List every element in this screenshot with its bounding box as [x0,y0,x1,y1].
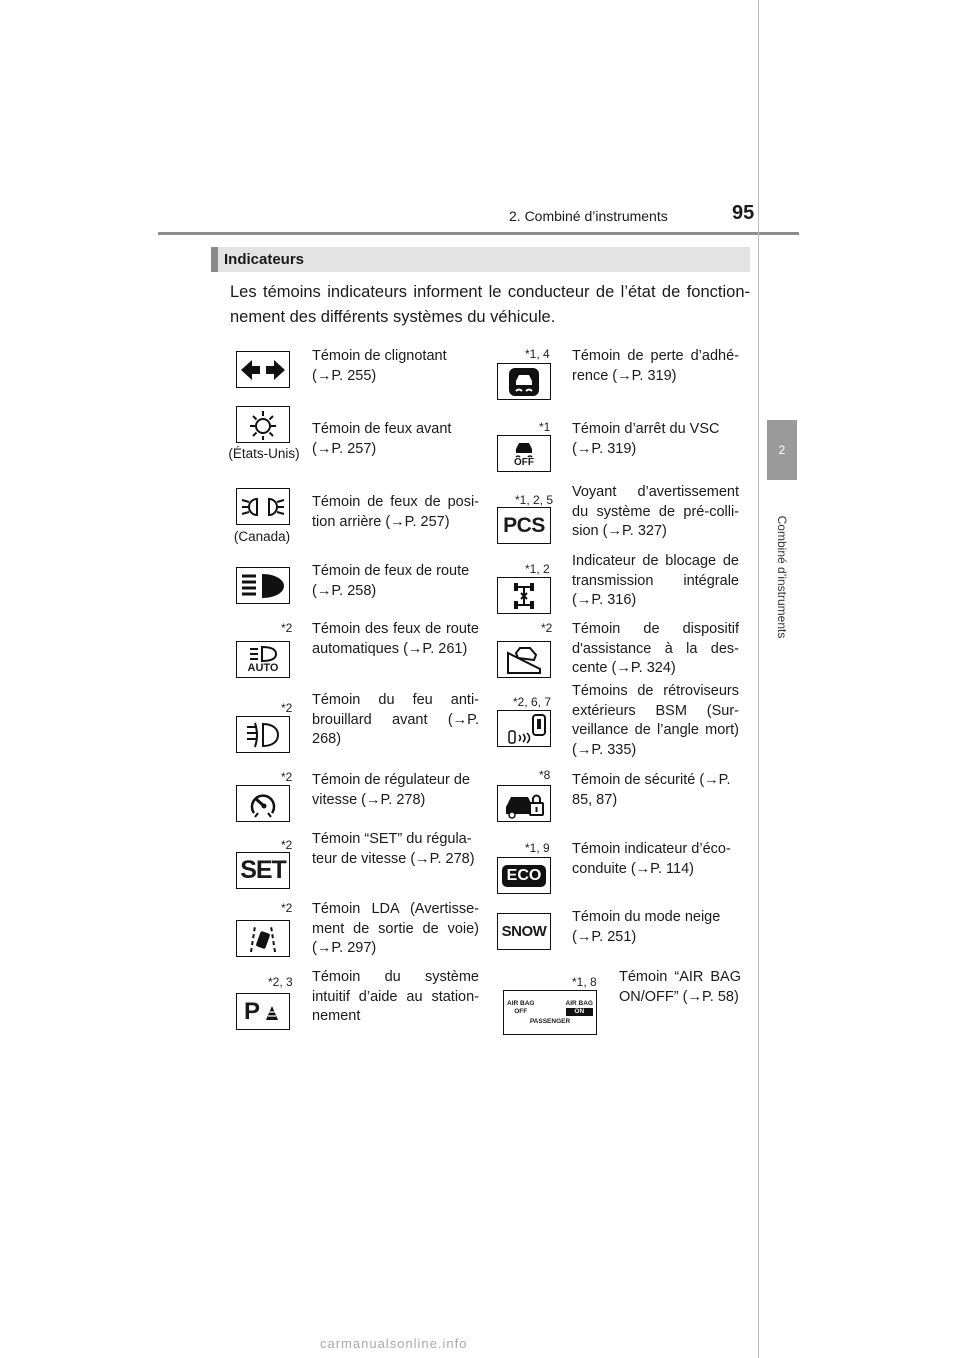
footnote-mark: *2 [281,838,293,852]
footnote-mark: *1, 4 [525,347,550,361]
footnote-mark: *1, 8 [572,975,597,989]
snow-label: SNOW [501,923,547,940]
footnote-mark: *2 [281,621,293,635]
cruise-control-icon [236,785,290,822]
desc-cruise-control: Témoin de régulateur de vitesse (→P. 278) [312,772,470,808]
region-note-canada: (Canada) [233,529,291,544]
set-label: SET [240,856,286,884]
footnote-mark: *1, 2, 5 [515,493,554,507]
footnote-mark: *1, 2 [525,562,550,576]
desc-vsc-off: Témoin d’arrêt du VSC (→P. 319) [572,421,720,457]
desc-tail-light: Témoin de feux de posi-tion arrière (→P. 257) [312,494,479,530]
footnote-mark: *8 [539,768,551,782]
footnote-mark: *1 [539,420,551,434]
cruise-set-icon [236,852,290,889]
desc-lda: Témoin LDA (Avertisse-ment de sortie de voie) (→P. 297) [312,901,479,956]
bsm-mirror-icon [497,710,551,747]
vsc-off-icon [497,435,551,472]
section-title: Indicateurs [224,251,305,268]
airbag-on-off-icon [503,990,597,1035]
page-number: 95 [732,202,755,224]
desc-headlight: Témoin de feux avant (→P. 257) [312,421,452,457]
desc-downhill-assist: Témoin de dispositif d'assistance à la des-cente (→P. 324) [572,621,739,676]
header-rule [158,232,799,235]
parking-p-label: P [243,997,260,1025]
desc-eco-driving: Témoin indicateur d’éco-conduite (→P. 114) [572,841,731,877]
footnote-mark: *2 [281,901,293,915]
running-header-section: 2. Combiné d’instruments [509,208,668,224]
desc-pcs-warning: Voyant d’avertissement du système de pré-colli-sion (→P. 327) [572,484,739,539]
eco-label: ECO [502,865,547,887]
footnote-mark: *2 [541,621,553,635]
footnote-mark: *2 [281,770,293,784]
chapter-tab: 2 [767,420,797,480]
desc-slip-indicator: Témoin de perte d’adhé-rence (→P. 319) [572,348,739,384]
security-indicator-icon [497,785,551,822]
desc-snow-mode: Témoin du mode neige (→P. 251) [572,909,721,945]
lda-icon [236,920,290,957]
snow-mode-icon [497,913,551,950]
downhill-assist-icon [497,641,551,678]
footnote-mark: *2 [281,701,293,715]
awd-lock-icon [497,577,551,614]
footnote-mark: *1, 9 [525,841,550,855]
footnote-mark: *2, 6, 7 [513,695,552,709]
headlight-indicator-icon [236,406,290,443]
desc-airbag-on-off: Témoin “AIR BAG ON/OFF” (→P. 58) [619,969,741,1005]
airbag-passenger-caption: PASSENGER [529,1017,571,1025]
airbag-off-caption: AIR BAG [507,999,535,1007]
intro-paragraph: Les témoins indicateurs informent le conducteur de l’état de fonction-nement des différents systèmes du véhicule. [230,283,750,326]
region-note-us: (États-Unis) [228,446,300,461]
front-fog-light-icon [236,716,290,753]
high-beam-icon [236,567,290,604]
vsc-off-label: OFF [514,456,534,468]
airbag-on-caption: AIR BAG [565,999,593,1007]
airbag-off-label: OFF [514,1007,528,1015]
chapter-tab-label: Combiné d’instruments [775,515,789,639]
desc-auto-high-beam: Témoin des feux de route automatiques (→P. 261) [312,621,479,657]
desc-bsm-mirror: Témoins de rétroviseurs extérieurs BSM (Sur-veillance de l’angle mort) (→P. 335) [572,683,739,758]
tail-light-icon [236,488,290,525]
eco-driving-icon [497,857,551,894]
footer-watermark: carmanualsonline.info [320,1336,468,1351]
tab-divider [758,0,759,1358]
turn-signal-icon [236,351,290,388]
desc-turn-signal: Témoin de clignotant (→P. 255) [312,348,447,384]
desc-front-fog: Témoin du feu anti-brouillard avant (→P. 268) [312,692,479,747]
desc-awd-lock: Indicateur de blocage de transmission intégrale (→P. 316) [572,553,739,608]
auto-high-beam-icon [236,641,290,678]
desc-parking-assist: Témoin du système intuitif d’aide au station-nement [312,969,479,1024]
desc-security: Témoin de sécurité (→P. 85, 87) [572,772,731,808]
slip-indicator-icon [497,363,551,400]
footnote-mark: *2, 3 [268,975,293,989]
pcs-warning-icon [497,507,551,544]
desc-high-beam: Témoin de feux de route (→P. 258) [312,563,470,599]
airbag-on-label: ON [566,1008,593,1016]
parking-assist-icon [236,993,290,1030]
desc-cruise-set: Témoin “SET” du régula-teur de vitesse (→P. 278) [312,831,475,867]
pcs-label: PCS [503,513,545,537]
auto-label: AUTO [247,662,279,674]
